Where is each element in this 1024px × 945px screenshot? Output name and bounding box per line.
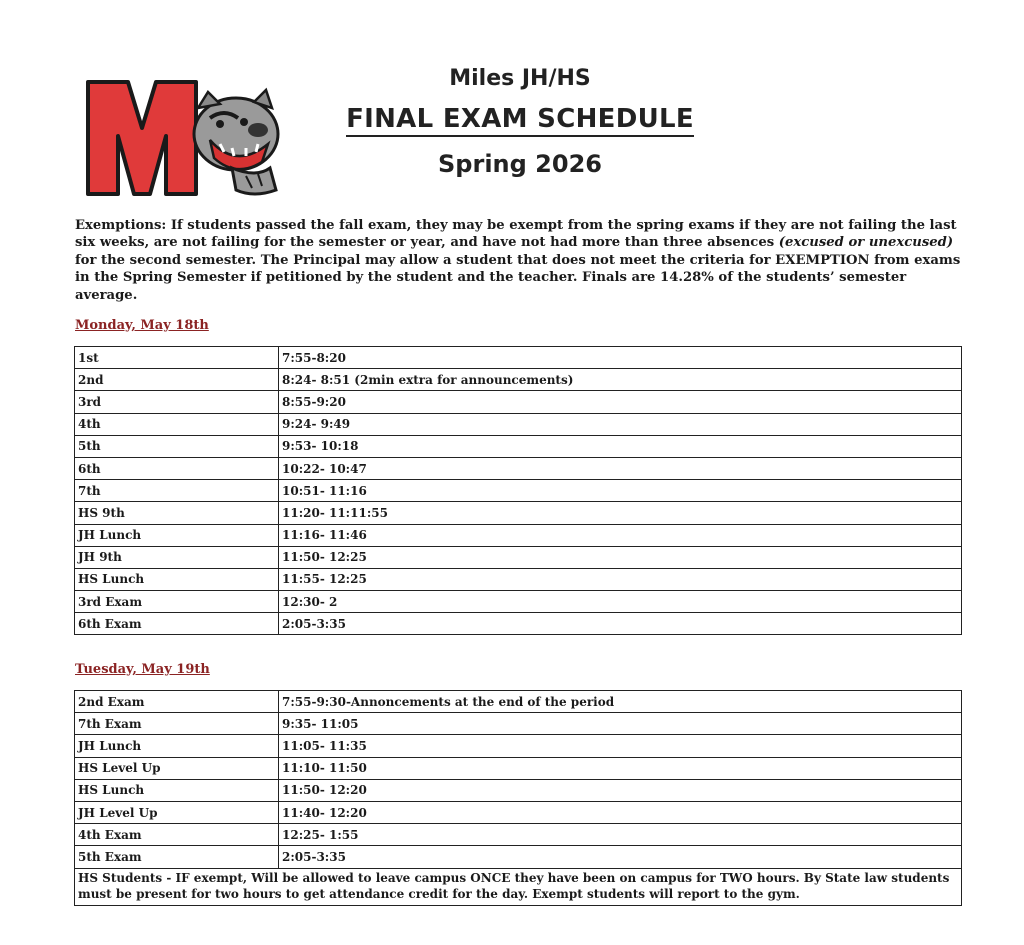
period-cell: 2nd Exam — [75, 691, 279, 713]
table-row — [75, 369, 962, 391]
table-row — [75, 435, 962, 457]
table-row — [75, 713, 962, 735]
note-row — [75, 868, 962, 905]
time-cell: 11:40- 12:20 — [279, 801, 962, 823]
exemptions-paragraph — [75, 217, 965, 304]
period-cell: HS Lunch — [75, 568, 279, 590]
period-cell: HS Lunch — [75, 779, 279, 801]
exemptions-text-italic: (excused or unexcused) — [778, 235, 954, 251]
period-cell: 7th — [75, 480, 279, 502]
period-cell: JH Lunch — [75, 524, 279, 546]
time-cell: 7:55-8:20 — [279, 347, 962, 369]
period-cell: 4th — [75, 413, 279, 435]
period-cell: 6th Exam — [75, 613, 279, 635]
monday-schedule-table — [74, 346, 962, 635]
day-heading-tuesday: Tuesday, May 19th — [75, 662, 210, 677]
time-cell: 10:22- 10:47 — [279, 457, 962, 479]
table-row — [75, 347, 962, 369]
bulldog-icon — [86, 78, 282, 198]
time-cell: 12:30- 2 — [279, 591, 962, 613]
table-row — [75, 524, 962, 546]
period-cell: 5th — [75, 435, 279, 457]
time-cell: 9:53- 10:18 — [279, 435, 962, 457]
time-cell: 11:16- 11:46 — [279, 524, 962, 546]
time-cell: 11:05- 11:35 — [279, 735, 962, 757]
period-cell: JH 9th — [75, 546, 279, 568]
time-cell: 2:05-3:35 — [279, 846, 962, 868]
time-cell: 11:55- 12:25 — [279, 568, 962, 590]
period-cell: 7th Exam — [75, 713, 279, 735]
table-row — [75, 413, 962, 435]
table-row — [75, 457, 962, 479]
period-cell: 3rd — [75, 391, 279, 413]
exemptions-text-b: for the second semester. The Principal may allow a student that does not meet the criteria for EXEMPTION from exams in the Spring Semester if petitioned by the student and the teacher. Finals are 14.28% of the students’ semester average. — [75, 252, 961, 303]
table-row — [75, 546, 962, 568]
period-cell: JH Level Up — [75, 801, 279, 823]
period-cell: 5th Exam — [75, 846, 279, 868]
period-cell: 3rd Exam — [75, 591, 279, 613]
exemptions-text-a: Exemptions: If students passed the fall exam, they may be exempt from the spring exams if they are not failing the last six weeks, are not failing for the semester or year, and have not had more than three absences — [75, 218, 957, 251]
time-cell: 11:50- 12:20 — [279, 779, 962, 801]
time-cell: 9:35- 11:05 — [279, 713, 962, 735]
table-row — [75, 502, 962, 524]
time-cell: 9:24- 9:49 — [279, 413, 962, 435]
period-cell: 2nd — [75, 369, 279, 391]
time-cell: 11:10- 11:50 — [279, 757, 962, 779]
table-row — [75, 480, 962, 502]
table-row — [75, 779, 962, 801]
period-cell: HS Level Up — [75, 757, 279, 779]
period-cell: JH Lunch — [75, 735, 279, 757]
table-row — [75, 568, 962, 590]
document-title — [300, 102, 740, 136]
time-cell: 11:50- 12:25 — [279, 546, 962, 568]
period-cell: 6th — [75, 457, 279, 479]
table-row — [75, 801, 962, 823]
school-logo — [86, 78, 282, 198]
period-cell: 1st — [75, 347, 279, 369]
table-row — [75, 824, 962, 846]
time-cell: 2:05-3:35 — [279, 613, 962, 635]
time-cell: 12:25- 1:55 — [279, 824, 962, 846]
table-row — [75, 391, 962, 413]
document-title-text: FINAL EXAM SCHEDULE — [346, 104, 694, 137]
period-cell: HS 9th — [75, 502, 279, 524]
time-cell: 7:55-9:30-Annoncements at the end of the period — [279, 691, 962, 713]
time-cell: 11:20- 11:11:55 — [279, 502, 962, 524]
time-cell: 8:55-9:20 — [279, 391, 962, 413]
table-row — [75, 613, 962, 635]
table-row — [75, 691, 962, 713]
time-cell: 8:24- 8:51 (2min extra for announcements) — [279, 369, 962, 391]
school-name: Miles JH/HS — [449, 66, 591, 91]
table-row — [75, 757, 962, 779]
term-label: Spring 2026 — [438, 150, 602, 178]
tuesday-schedule-table — [74, 690, 962, 906]
exempt-note: HS Students - IF exempt, Will be allowed to leave campus ONCE they have been on campus for TWO hours. By State law students must be present for two hours to get attendance credit for the day. Exempt students will report to the gym. — [75, 868, 962, 905]
period-cell: 4th Exam — [75, 824, 279, 846]
document-header — [300, 62, 740, 180]
time-cell: 10:51- 11:16 — [279, 480, 962, 502]
table-row — [75, 735, 962, 757]
day-heading-monday: Monday, May 18th — [75, 318, 209, 333]
table-row — [75, 591, 962, 613]
table-row — [75, 846, 962, 868]
